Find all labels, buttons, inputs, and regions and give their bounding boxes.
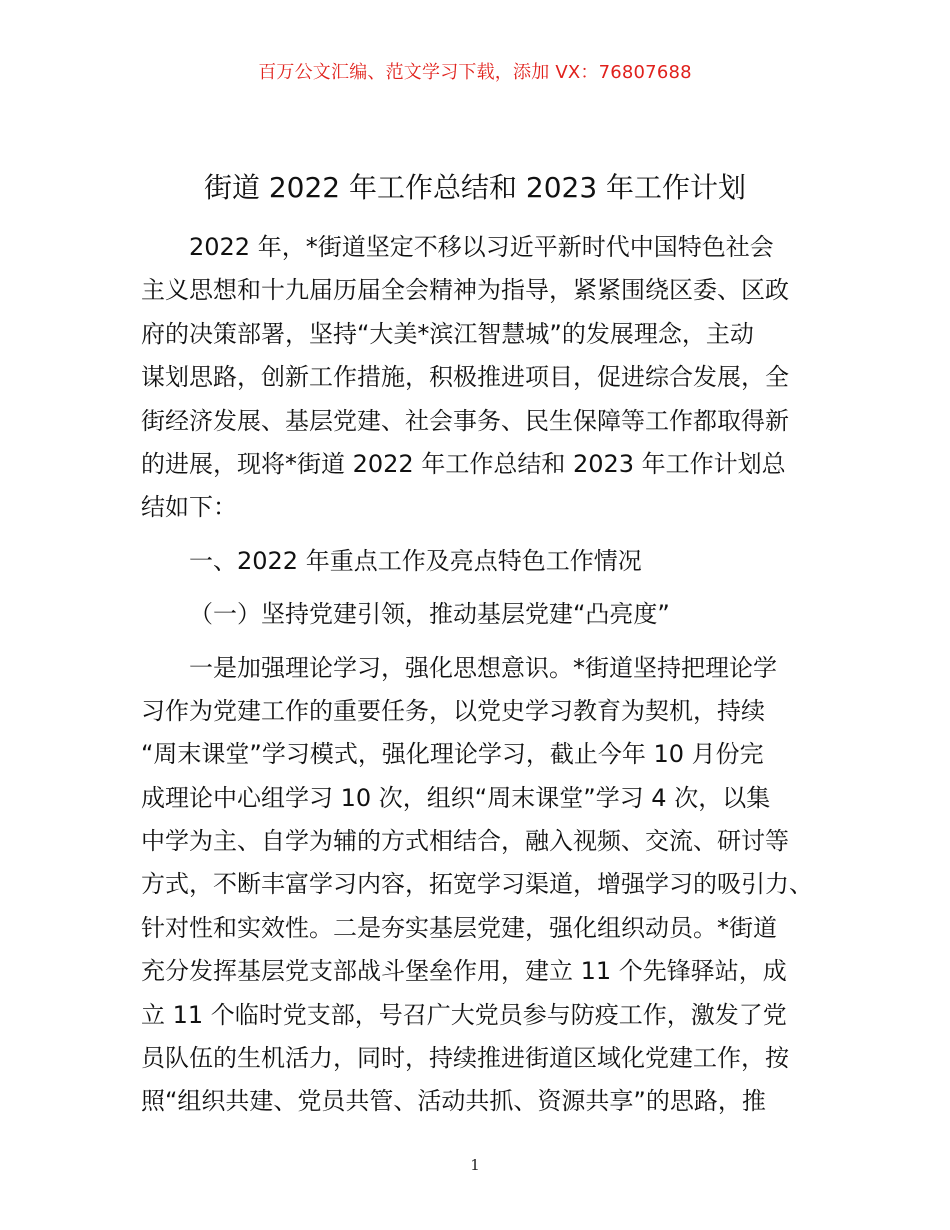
paragraph-line-6: 方式，不断丰富学习内容，拓宽学习渠道，增强学习的吸引力、 — [141, 870, 813, 899]
intro-line-3: 府的决策部署，坚持“大美*滨江智慧城”的发展理念，主动 — [141, 319, 754, 348]
paragraph-line-3: “周末课堂”学习模式，强化理论学习，截止今年 10 月份完 — [141, 740, 764, 769]
intro-line-2: 主义思想和十九届历届全会精神为指导，紧紧围绕区委、区政 — [141, 276, 789, 305]
paragraph-line-10: 员队伍的生机活力，同时，持续推进街道区域化党建工作，按 — [141, 1044, 789, 1073]
intro-line-1: 2022 年，*街道坚定不移以习近平新时代中国特色社会 — [189, 233, 774, 261]
intro-line-5: 街经济发展、基层党建、社会事务、民生保障等工作都取得新 — [141, 406, 789, 435]
header-banner: 百万公文汇编、范文学习下载，添加 VX：76807688 — [258, 62, 692, 83]
paragraph-gap — [141, 530, 821, 540]
paragraph-gap — [141, 637, 821, 647]
subsection-heading: （一）坚持党建引领，推动基层党建“凸亮度” — [189, 600, 670, 629]
paragraph-line-8: 充分发挥基层党支部战斗堡垒作用，建立 11 个先锋驿站，成 — [141, 957, 787, 986]
section-heading: 一、2022 年重点工作及亮点特色工作情况 — [189, 546, 642, 575]
paragraph-line-5: 中学为主、自学为辅的方式相结合，融入视频、交流、研讨等 — [141, 827, 789, 856]
paragraph-line-11: 照“组织共建、党员共管、活动共抓、资源共享”的思路，推 — [141, 1087, 766, 1116]
paragraph-line-4: 成理论中心组学习 10 次，组织“周末课堂”学习 4 次，以集 — [141, 783, 771, 812]
paragraph-line-1: 一是加强理论学习，强化思想意识。*街道坚持把理论学 — [189, 653, 777, 682]
page-number: 1 — [470, 1156, 480, 1174]
paragraph-gap — [141, 583, 821, 593]
paragraph-line-9: 立 11 个临时党支部，号召广大党员参与防疫工作，激发了党 — [141, 1000, 787, 1029]
paragraph-line-7: 针对性和实效性。二是夯实基层党建，强化组织动员。*街道 — [141, 913, 777, 942]
document-title: 街道 2022 年工作总结和 2023 年工作计划 — [203, 171, 747, 204]
document-body — [141, 226, 821, 1124]
intro-line-6: 的进展，现将*街道 2022 年工作总结和 2023 年工作计划总 — [141, 449, 786, 478]
intro-line-4: 谋划思路，创新工作措施，积极推进项目，促进综合发展，全 — [141, 363, 789, 392]
paragraph-line-2: 习作为党建工作的重要任务，以党史学习教育为契机，持续 — [141, 696, 765, 725]
intro-line-7: 结如下： — [141, 493, 237, 522]
